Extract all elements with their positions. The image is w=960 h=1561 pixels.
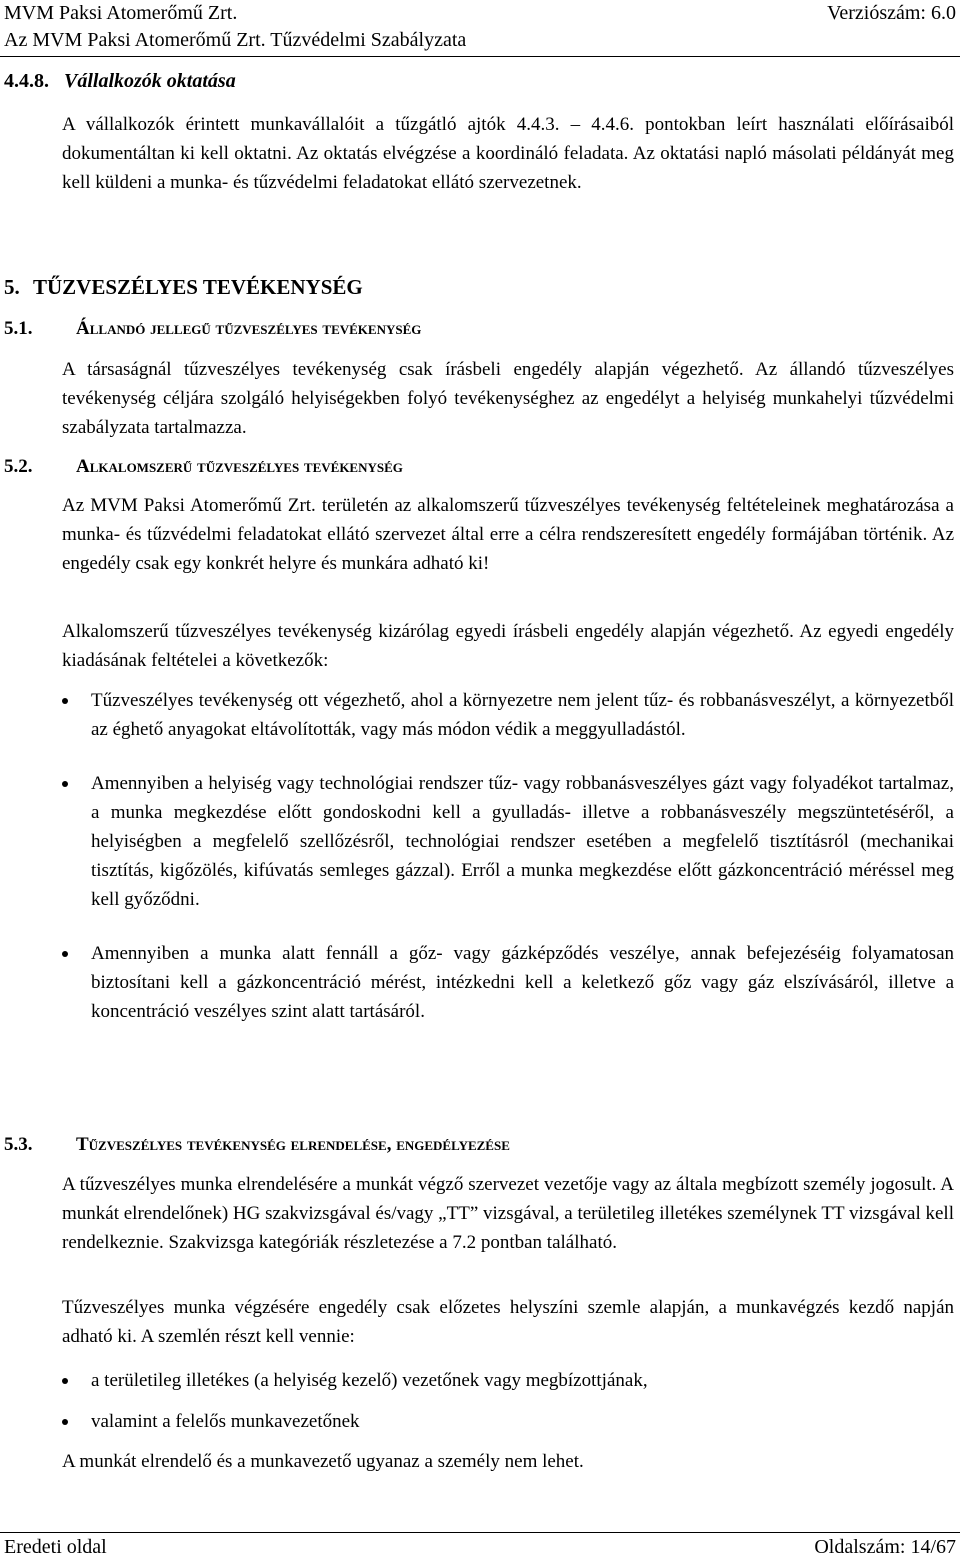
footer-original-label: Eredeti oldal xyxy=(4,1536,107,1558)
section-5-1-heading xyxy=(4,318,33,340)
list-item-text: a területileg illetékes (a helyiség kezelő) vezetőnek vagy megbízottjának, xyxy=(91,1370,648,1391)
section-title: Vállalkozók oktatása xyxy=(64,70,236,92)
section-4-4-8-heading xyxy=(4,70,236,93)
section-number: 5.2. xyxy=(4,456,33,477)
header-version: Verziószám: 6.0 xyxy=(827,2,956,24)
chapter-5-heading xyxy=(4,275,363,300)
header-divider xyxy=(0,56,960,57)
bullet-icon xyxy=(62,1378,68,1384)
bullet-icon xyxy=(62,1419,68,1425)
section-5-3-bullets xyxy=(62,1366,954,1436)
section-5-3-paragraph-1: A tűzveszélyes munka elrendelésére a munkát végző szervezet vezetője vagy az általa megbízott személy jogosult. A munkát elrendelőnek) HG szakvizsgával és/vagy „TT” vizsgával, a területileg illetékes személynek TT vizsgával kell rendelkeznie. Szakvizsga kategóriák részletezése a 7.2 pontban található. xyxy=(62,1174,954,1253)
section-5-2-paragraph-2: Alkalomszerű tűzveszélyes tevékenység kizárólag egyedi írásbeli engedély alapján végezhető. Az egyedi engedély kiadásának feltételei a következők: xyxy=(62,621,954,671)
header-doc-title: Az MVM Paksi Atomerőmű Zrt. Tűzvédelmi Szabályzata xyxy=(4,29,467,51)
section-number: 5.3. xyxy=(4,1134,33,1155)
section-4-4-8-text: A vállalkozók érintett munkavállalóit a tűzgátló ajtók 4.4.3. – 4.4.6. pontokban leírt használati előírásaiból dokumentáltan ki kell oktatni. Az oktatás elvégzése a koordináló feladata. Az oktatási napló másolati példányát meg kell küldeni a munka- és tűzvédelmi feladatokat ellátó szervezetnek. xyxy=(62,114,954,193)
chapter-title: TŰZVESZÉLYES TEVÉKENYSÉG xyxy=(33,275,363,299)
chapter-number: 5. xyxy=(4,275,20,299)
list-item-text: Tűzveszélyes tevékenység ott végezhető, ahol a környezetre nem jelent tűz- és robbanásveszélyt, a környezetből az éghető anyagokat eltávolították, vagy más módon védik a meggyulladástól. xyxy=(91,690,954,740)
section-5-3-title: Tűzveszélyes tevékenység elrendelése, engedélyezése xyxy=(76,1134,510,1155)
section-5-1-text: A társaságnál tűzveszélyes tevékenység csak írásbeli engedély alapján végezhető. Az állandó tűzveszélyes tevékenység céljára szolgáló helyiségekben folyó tevékenységhez az engedélyt a helyiség munkahelyi tűzvédelmi szabályzata tartalmazza. xyxy=(62,359,954,438)
bullet-icon xyxy=(62,781,68,787)
section-number: 4.4.8. xyxy=(4,70,49,92)
list-item-text: valamint a felelős munkavezetőnek xyxy=(91,1411,360,1432)
list-item-text: Amennyiben a munka alatt fennáll a gőz- vagy gázképződés veszélye, annak befejezéséig folyamatosan biztosítani kell a gázkoncentráció mérést, intézkedni kell a keletkező gőz vagy gáz elszívásáról, illetve a koncentráció veszélyes szint alatt tartásáról. xyxy=(91,943,954,1022)
section-5-2-title: Alkalomszerű tűzveszélyes tevékenység xyxy=(76,456,403,477)
section-5-3-paragraph-3: A munkát elrendelő és a munkavezető ugyanaz a személy nem lehet. xyxy=(62,1451,584,1472)
section-5-3-heading xyxy=(4,1134,33,1156)
list-item xyxy=(62,1366,954,1395)
section-5-2-paragraph-1: Az MVM Paksi Atomerőmű Zrt. területén az alkalomszerű tűzveszélyes tevékenység feltételeinek meghatározása a munka- és tűzvédelmi feladatokat ellátó szervezet által erre a célra rendszeresített engedély formájában történik. Az engedély csak egy konkrét helyre és munkára adható ki! xyxy=(62,495,954,574)
list-item xyxy=(62,686,954,744)
page-header xyxy=(4,0,956,54)
list-item-text: Amennyiben a helyiség vagy technológiai rendszer tűz- vagy robbanásveszélyes gázt vagy folyadékot tartalmaz, a munka megkezdése előtt gondoskodni kell a gyulladás- illetve a robbanásveszély megszüntetéséről, a helyiségben a megfelelő szellőzésről, technológiai rendszer esetében a megfelelő tisztításról (mechanikai tisztítás, kigőzölés, kifúvatás semleges gázzal). Erről a munka megkezdése előtt gázkoncentráció méréssel meg kell győződni. xyxy=(91,773,954,910)
list-item xyxy=(62,1407,954,1436)
header-company: MVM Paksi Atomerőmű Zrt. xyxy=(4,2,238,24)
section-5-1-title: Állandó jellegű tűzveszélyes tevékenység xyxy=(76,318,422,339)
section-number: 5.1. xyxy=(4,318,33,339)
page-footer xyxy=(4,1536,956,1559)
section-5-2-heading xyxy=(4,456,33,478)
bullet-icon xyxy=(62,698,68,704)
section-5-3-paragraph-2: Tűzveszélyes munka végzésére engedély csak előzetes helyszíni szemle alapján, a munkavégzés kezdő napján adható ki. A szemlén részt kell vennie: xyxy=(62,1297,954,1347)
bullet-icon xyxy=(62,951,68,957)
footer-divider xyxy=(0,1532,960,1533)
list-item xyxy=(62,769,954,914)
list-item xyxy=(62,939,954,1026)
section-5-2-bullets xyxy=(62,686,954,1026)
footer-page-number: Oldalszám: 14/67 xyxy=(814,1536,956,1558)
